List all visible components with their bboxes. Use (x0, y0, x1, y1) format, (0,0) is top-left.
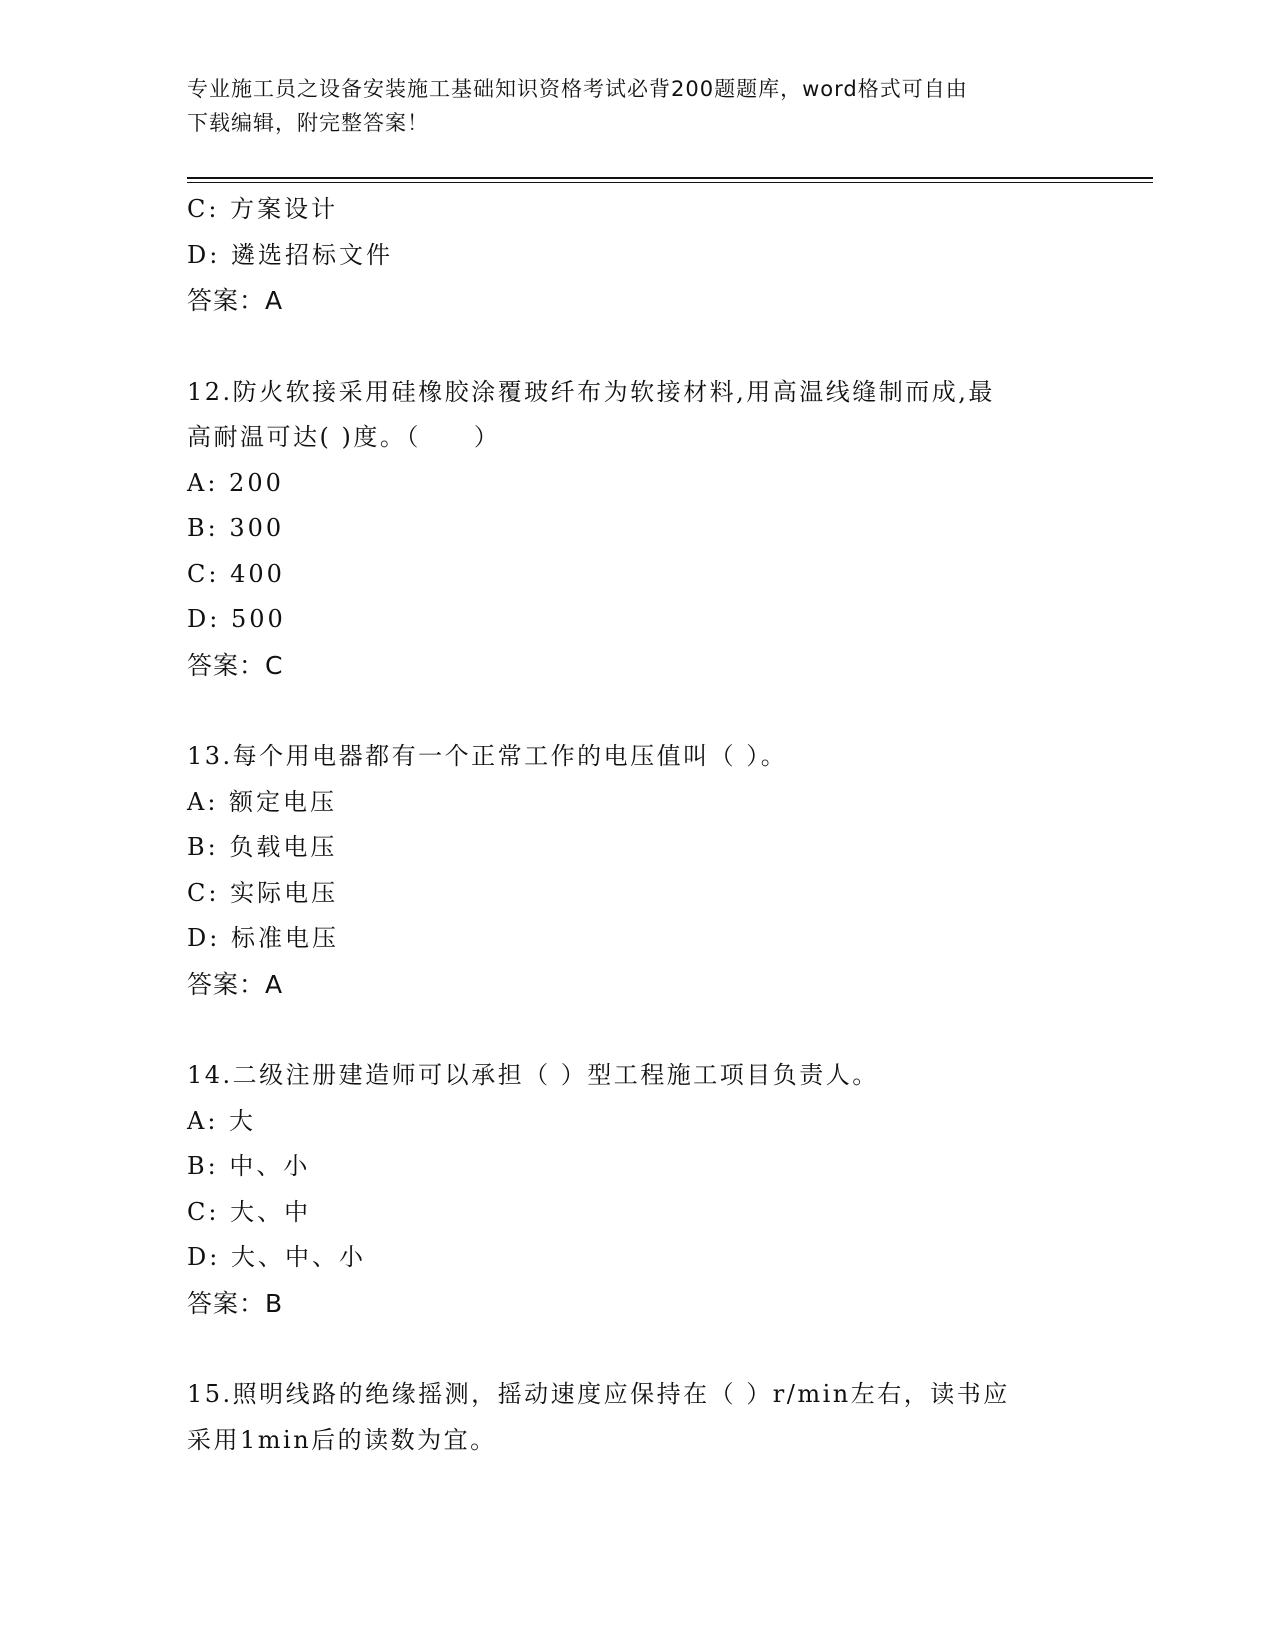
question-spacer (187, 688, 1087, 734)
question-11-tail (187, 187, 1087, 324)
option-b: B: 300 (187, 514, 285, 542)
option-c: C: 方案设计 (187, 195, 339, 223)
question-stem: 14.二级注册建造师可以承担（ ）型工程施工项目负责人。 (187, 1061, 879, 1089)
question-12 (187, 370, 1087, 689)
question-stem-continued: 高耐温可达( )度。（ ） (187, 423, 501, 451)
option-a: A: 额定电压 (187, 787, 338, 816)
question-stem-continued: 采用1min后的读数为宜。 (187, 1425, 497, 1454)
question-15 (187, 1372, 1087, 1463)
header-divider-thin (187, 182, 1153, 183)
question-13 (187, 734, 1087, 1007)
answer-line: 答案：A (187, 286, 284, 315)
question-spacer (187, 1007, 1087, 1053)
header-divider-thick (187, 177, 1153, 179)
question-stem: 15.照明线路的绝缘摇测，摇动速度应保持在（ ）r/min左右，读书应 (187, 1380, 1010, 1408)
option-c: C: 400 (187, 559, 285, 588)
answer-line: 答案：A (187, 969, 284, 999)
option-c: C: 大、中 (187, 1197, 312, 1226)
answer-line: 答案：C (187, 650, 284, 680)
option-a: A: 200 (187, 468, 284, 497)
question-list (187, 187, 1087, 1463)
option-d: D: 遴选招标文件 (187, 240, 393, 269)
question-stem: 13.每个用电器都有一个正常工作的电压值叫（ ）。 (187, 742, 788, 770)
option-d: D: 大、中、小 (187, 1243, 366, 1271)
option-a: A: 大 (187, 1106, 257, 1135)
option-d: D: 标准电压 (187, 924, 339, 952)
option-d: D: 500 (187, 605, 286, 633)
question-14 (187, 1053, 1087, 1326)
header-line-1: 专业施工员之设备安装施工基础知识资格考试必背200题题库，word格式可自由 (187, 77, 968, 101)
option-c: C: 实际电压 (187, 878, 339, 907)
answer-line: 答案：B (187, 1288, 284, 1318)
option-b: B: 中、小 (187, 1152, 311, 1180)
question-stem: 12.防火软接采用硅橡胶涂覆玻纤布为软接材料,用高温线缝制而成,最 (187, 377, 995, 406)
option-b: B: 负载电压 (187, 833, 338, 861)
header-line-2: 下载编辑，附完整答案！ (187, 111, 429, 135)
question-spacer (187, 1326, 1087, 1372)
page-header (187, 72, 1067, 140)
question-spacer (187, 324, 1087, 370)
